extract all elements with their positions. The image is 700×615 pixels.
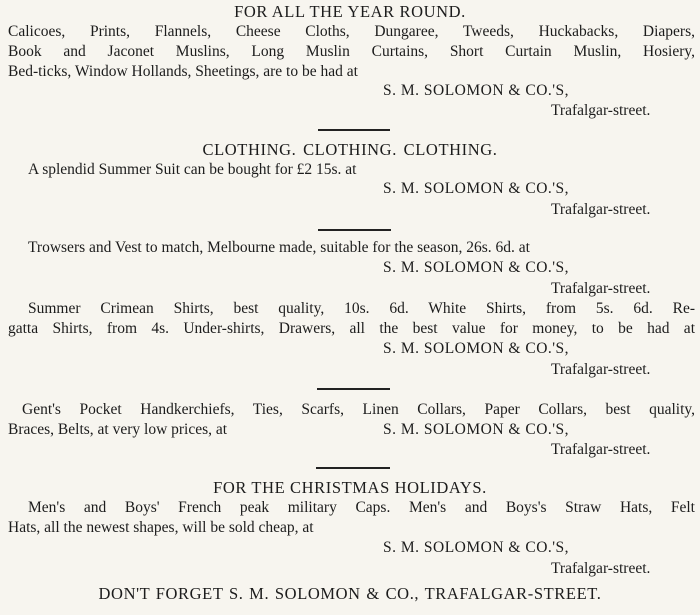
section6-merchant: S. M. SOLOMON & CO.'S,	[383, 539, 570, 556]
section1-line-1: Calicoes, Prints, Flannels, Cheese Cloths, Dungaree, Tweeds, Huckabacks, Diapers,	[8, 23, 695, 40]
section2-line: A splendid Summer Suit can be bought for £2 15s. at	[28, 161, 357, 178]
section6-line-2: Hats, all the newest shapes, will be sold cheap, at	[8, 519, 314, 536]
section5-line-2: Braces, Belts, at very low prices, at	[8, 421, 228, 438]
section1-line-2: Book and Jaconet Muslins, Long Muslin Curtains, Short Curtain Muslin, Hosiery,	[8, 43, 695, 60]
section4-line-2: gatta Shirts, from 4s. Under-shirts, Drawers, all the best value for money, to be had at	[8, 320, 695, 337]
section6-line-1: Men's and Boys' French peak military Caps. Men's and Boys's Straw Hats, Felt	[28, 499, 695, 516]
section3-line: Trowsers and Vest to match, Melbourne made, suitable for the season, 26s. 6d. at	[28, 239, 530, 256]
section1-merchant: S. M. SOLOMON & CO.'S,	[383, 82, 570, 99]
section5-street: Trafalgar-street.	[551, 441, 651, 458]
section3-merchant: S. M. SOLOMON & CO.'S,	[383, 259, 570, 276]
footer-reminder: DON'T FORGET S. M. SOLOMON & CO., TRAFALGAR-STREET.	[98, 584, 602, 603]
section-divider	[318, 229, 391, 231]
section1-heading: FOR ALL THE YEAR ROUND.	[234, 2, 466, 21]
section3-street: Trafalgar-street.	[551, 280, 651, 297]
section5-line-1: Gent's Pocket Handkerchiefs, Ties, Scarfs, Linen Collars, Paper Collars, best quality,	[22, 401, 695, 418]
section4-line-1: Summer Crimean Shirts, best quality, 10s. 6d. White Shirts, from 5s. 6d. Re-	[28, 300, 695, 317]
section4-merchant: S. M. SOLOMON & CO.'S,	[383, 340, 570, 357]
section6-street: Trafalgar-street.	[551, 560, 651, 577]
section5-merchant: S. M. SOLOMON & CO.'S,	[383, 421, 570, 438]
section4-street: Trafalgar-street.	[551, 361, 651, 378]
section6-heading: FOR THE CHRISTMAS HOLIDAYS.	[213, 478, 487, 497]
section2-heading: CLOTHING. CLOTHING. CLOTHING.	[202, 140, 498, 159]
section-divider	[318, 129, 390, 131]
section2-merchant: S. M. SOLOMON & CO.'S,	[383, 180, 570, 197]
section2-street: Trafalgar-street.	[551, 201, 651, 218]
section1-street: Trafalgar-street.	[551, 102, 651, 119]
section1-line-3: Bed-ticks, Window Hollands, Sheetings, are to be had at	[8, 63, 358, 80]
section-divider	[317, 388, 390, 390]
section-divider	[316, 467, 390, 469]
